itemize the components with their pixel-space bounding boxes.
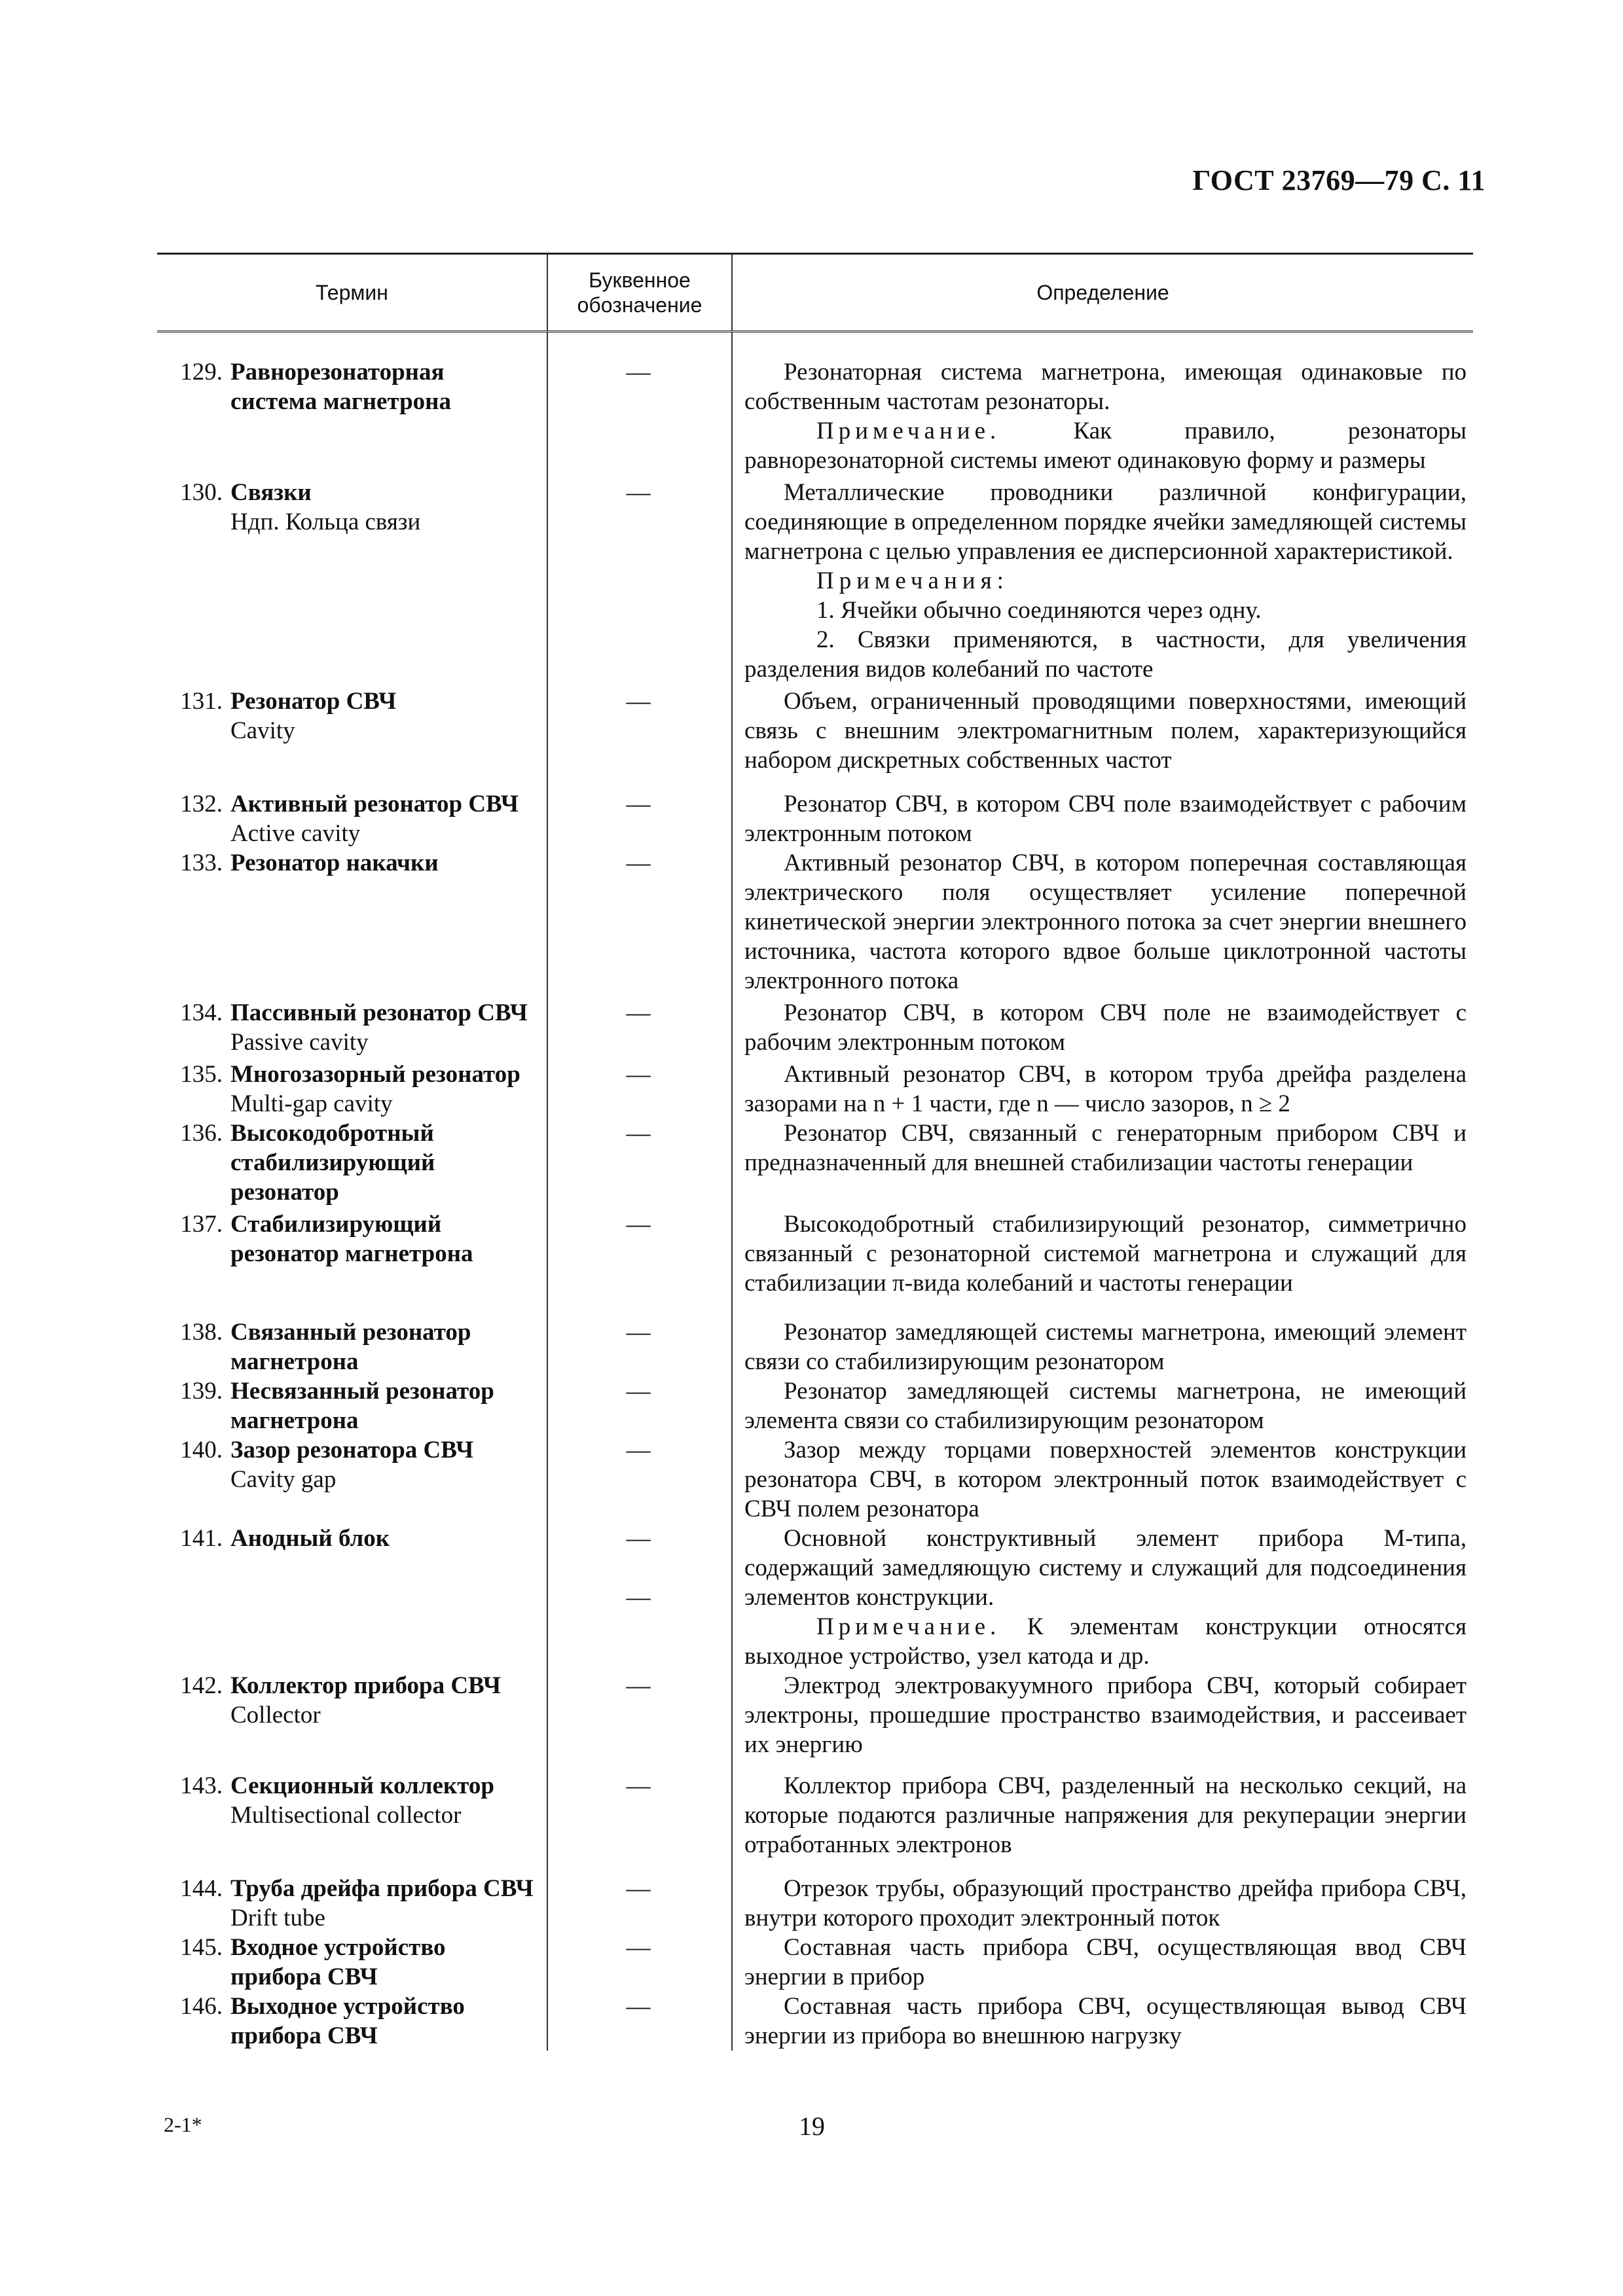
symbol-cell	[547, 1435, 730, 1524]
term-extra: Cavity	[230, 717, 295, 744]
definition-cell	[730, 1933, 1470, 1992]
table-row	[157, 1060, 1473, 1119]
term-number: 134.	[180, 999, 223, 1026]
term-name: Связанный резонатор магнетрона	[230, 1319, 471, 1375]
term-cell	[157, 1435, 547, 1524]
symbol-cell	[547, 1060, 730, 1119]
term-text	[230, 1435, 547, 1524]
definition-cell	[730, 998, 1470, 1057]
term-name: Активный резонатор СВЧ	[230, 791, 519, 817]
page-number: 19	[799, 2111, 825, 2141]
definition-text: Зазор между торцами поверхностей элементов конструкции резонатора СВЧ, в котором электронный поток взаимодействует с СВЧ полем резонатора	[744, 1437, 1467, 1522]
term-cell	[157, 998, 547, 1057]
table-row	[157, 789, 1473, 848]
symbol-dash: —	[626, 1525, 651, 1552]
table-row	[157, 1435, 1473, 1524]
term-text	[230, 1933, 547, 1992]
definition-text: Металлические проводники различной конфигурации, соединяющие в определенном порядке ячейки замедляющей системы магнетрона с целью управления ее дисперсионной характеристикой.	[744, 479, 1467, 565]
definition-text: Активный резонатор СВЧ, в котором труба дрейфа разделена зазорами на n + 1 части, где n — число зазоров, n ≥ 2	[744, 1061, 1467, 1117]
definition-text: Высокодобротный стабилизирующий резонатор, симметрично связанный с резонаторной системой магнетрона и служащий для стабилизации π-вида колебаний и частоты генерации	[744, 1211, 1467, 1297]
definition-note	[744, 1612, 1467, 1671]
symbol-dash: —	[626, 1120, 651, 1147]
notes-label: Примечания:	[816, 567, 1009, 594]
symbol-cell	[547, 687, 730, 775]
term-number: 142.	[180, 1672, 223, 1699]
term-name: Секционный коллектор	[230, 1772, 495, 1799]
definition-cell	[730, 1119, 1470, 1207]
term-extra: Collector	[230, 1702, 321, 1729]
definition-cell	[730, 357, 1470, 475]
definition-cell	[730, 1874, 1470, 1933]
table-header	[157, 253, 1473, 332]
table-row	[157, 1318, 1473, 1376]
definition-text: Объем, ограниченный проводящими поверхностями, имеющий связь с внешним электромагнитным полем, характеризующийся набором дискретных собственных частот	[744, 688, 1467, 774]
term-text	[230, 1210, 547, 1298]
term-cell	[157, 357, 547, 475]
definition-text: Резонатор СВЧ, в котором СВЧ поле взаимодействует с рабочим электронным потоком	[744, 791, 1467, 847]
term-cell	[157, 789, 547, 848]
col-def-header: Определение	[1036, 281, 1169, 304]
definition-cell	[730, 848, 1470, 996]
term-name: Зазор резонатора СВЧ	[230, 1437, 474, 1463]
symbol-cell	[547, 1992, 730, 2051]
symbol-cell	[547, 1524, 730, 1671]
term-number: 133.	[180, 850, 223, 876]
term-number: 135.	[180, 1061, 223, 1088]
table-row	[157, 1671, 1473, 1759]
definition-text: Основной конструктивный элемент прибора М-типа, содержащий замедляющую систему и служащий для подсоединения элементов конструкции.	[744, 1525, 1467, 1611]
term-text	[230, 1376, 547, 1435]
page-header: ГОСТ 23769—79 С. 11	[1192, 164, 1486, 196]
definition-text: Резонатор замедляющей системы магнетрона, имеющий элемент связи со стабилизирующим резонатором	[744, 1319, 1467, 1375]
term-number: 141.	[180, 1525, 223, 1552]
column-divider	[547, 332, 548, 2051]
symbol-dash: —	[626, 1211, 651, 1238]
term-cell	[157, 1318, 547, 1376]
definition-text: Составная часть прибора СВЧ, осуществляющая ввод СВЧ энергии в прибор	[744, 1934, 1467, 1990]
footer-mark: 2-1*	[164, 2113, 202, 2136]
term-text	[230, 1060, 547, 1119]
col-symbol-header-line2: обозначение	[577, 293, 702, 317]
definition-text: Коллектор прибора СВЧ, разделенный на несколько секций, на которые подаются различные напряжения для рекуперации энергии отработанных электронов	[744, 1772, 1467, 1858]
table-row	[157, 848, 1473, 996]
term-text	[230, 789, 547, 848]
term-text	[230, 1771, 547, 1859]
term-text	[230, 1318, 547, 1376]
term-text	[230, 1874, 547, 1933]
term-name: Резонатор накачки	[230, 850, 439, 876]
term-number: 140.	[180, 1437, 223, 1463]
symbol-cell	[547, 1874, 730, 1933]
definition-cell	[730, 1524, 1470, 1671]
term-name: Выходное устройство прибора СВЧ	[230, 1993, 465, 2049]
symbol-dash: —	[626, 359, 651, 386]
term-number: 146.	[180, 1993, 223, 2020]
definition-cell	[730, 1210, 1470, 1298]
term-extra: Multisectional collector	[230, 1802, 462, 1829]
term-cell	[157, 1060, 547, 1119]
table-row	[157, 1992, 1473, 2051]
symbol-cell	[547, 1119, 730, 1207]
definition-cell	[730, 687, 1470, 775]
note-text: К элементам конструкции относятся выходное устройство, узел катода и др.	[744, 1613, 1467, 1670]
table-row	[157, 1210, 1473, 1298]
term-text	[230, 687, 547, 775]
symbol-dash: —	[626, 850, 651, 876]
symbol-cell	[547, 357, 730, 475]
term-cell	[157, 1376, 547, 1435]
note-item: 2. Связки применяются, в частности, для увеличения разделения видов колебаний по частоте	[744, 626, 1467, 683]
col-symbol-header-line1: Буквенное	[589, 268, 691, 292]
term-name: Пассивный резонатор СВЧ	[230, 999, 528, 1026]
definition-text: Составная часть прибора СВЧ, осуществляющая вывод СВЧ энергии из прибора во внешнюю нагрузку	[744, 1993, 1467, 2049]
symbol-dash: —	[626, 688, 651, 715]
definition-text: Отрезок трубы, образующий пространство дрейфа прибора СВЧ, внутри которого проходит электронный поток	[744, 1875, 1467, 1931]
symbol-cell	[547, 1318, 730, 1376]
symbol-dash: —	[626, 479, 651, 506]
term-extra: Passive cavity	[230, 1029, 369, 1056]
definition-note	[744, 416, 1467, 475]
definition-text: Электрод электровакуумного прибора СВЧ, который собирает электроны, прошедшие пространство взаимодействия, и рассеивает их энергию	[744, 1672, 1467, 1758]
term-cell	[157, 478, 547, 684]
term-extra: Multi-gap cavity	[230, 1090, 393, 1117]
col-symbol-header	[547, 255, 733, 331]
term-name: Несвязанный резонатор магнетрона	[230, 1378, 494, 1434]
definition-cell	[730, 1992, 1470, 2051]
symbol-dash: —	[626, 1672, 651, 1699]
definition-cell	[730, 1376, 1470, 1435]
term-cell	[157, 1992, 547, 2051]
term-text	[230, 478, 547, 684]
definition-cell	[730, 1060, 1470, 1119]
symbol-dash: —	[626, 791, 651, 817]
term-extra: Drift tube	[230, 1905, 325, 1931]
symbol-cell	[547, 1671, 730, 1759]
symbol-cell	[547, 998, 730, 1057]
term-number: 143.	[180, 1772, 223, 1799]
term-number: 131.	[180, 688, 223, 715]
term-number: 139.	[180, 1378, 223, 1405]
table-row	[157, 1874, 1473, 1933]
term-cell	[157, 1771, 547, 1859]
definition-cell	[730, 1671, 1470, 1759]
term-extra: Ндп. Кольца связи	[230, 509, 421, 535]
symbol-cell	[547, 1771, 730, 1859]
table-row	[157, 1771, 1473, 1859]
symbol-cell	[547, 1933, 730, 1992]
definition-cell	[730, 1771, 1470, 1859]
term-cell	[157, 1671, 547, 1759]
table-body	[157, 332, 1473, 2051]
table-row	[157, 1933, 1473, 1992]
term-extra: Active cavity	[230, 820, 361, 847]
term-number: 145.	[180, 1934, 223, 1961]
term-number: 138.	[180, 1319, 223, 1346]
table-row	[157, 357, 1473, 475]
term-text	[230, 848, 547, 996]
note-label: Примечание.	[816, 1613, 1001, 1640]
col-term-header: Термин	[316, 281, 388, 304]
definition-cell	[730, 1318, 1470, 1376]
definition-text: Резонатор СВЧ, в котором СВЧ поле не взаимодействует с рабочим электронным потоком	[744, 999, 1467, 1056]
table-row	[157, 1376, 1473, 1435]
definition-cell	[730, 478, 1470, 684]
definition-text: Резонатор СВЧ, связанный с генераторным прибором СВЧ и предназначенный для внешней стабилизации частоты генерации	[744, 1120, 1467, 1176]
term-text	[230, 1524, 547, 1671]
symbol-dash: —	[626, 1319, 651, 1346]
term-cell	[157, 1119, 547, 1207]
terms-table	[157, 253, 1473, 2051]
term-name: Труба дрейфа прибора СВЧ	[230, 1875, 534, 1902]
term-name: Стабилизирующий резонатор магнетрона	[230, 1211, 473, 1267]
definition-text: Резонатор замедляющей системы магнетрона, не имеющий элемента связи со стабилизирующим резонатором	[744, 1378, 1467, 1434]
term-cell	[157, 1210, 547, 1298]
term-name: Коллектор прибора СВЧ	[230, 1672, 501, 1699]
symbol-cell	[547, 848, 730, 996]
symbol-dash: —	[626, 1934, 651, 1961]
table-row	[157, 1524, 1473, 1671]
definition-text: Резонаторная система магнетрона, имеющая одинаковые по собственным частотам резонаторы.	[744, 359, 1467, 415]
term-number: 129.	[180, 359, 223, 386]
definition-text: Активный резонатор СВЧ, в котором поперечная составляющая электрического поля осуществляет усиление поперечной кинетической энергии электронного потока за счет энергии внешнего источника, частота которого вдвое больше циклотронной частоты электронного потока	[744, 850, 1467, 994]
symbol-dash: —	[626, 1437, 651, 1463]
term-number: 137.	[180, 1211, 223, 1238]
definition-cell	[730, 1435, 1470, 1524]
term-cell	[157, 687, 547, 775]
term-name: Высокодобротный стабилизирующий резонатор	[230, 1120, 435, 1206]
term-text	[230, 1671, 547, 1759]
term-name: Анодный блок	[230, 1525, 390, 1552]
term-text	[230, 1992, 547, 2051]
term-number: 132.	[180, 791, 223, 817]
definition-cell	[730, 789, 1470, 848]
symbol-dash: —	[626, 1061, 651, 1088]
symbol-cell	[547, 478, 730, 684]
symbol-cell	[547, 1376, 730, 1435]
term-cell	[157, 848, 547, 996]
symbol-dash: —	[626, 1875, 651, 1902]
term-number: 136.	[180, 1120, 223, 1147]
column-divider	[731, 332, 733, 2051]
table-row	[157, 1119, 1473, 1207]
term-cell	[157, 1874, 547, 1933]
symbol-dash: —	[626, 1993, 651, 2020]
term-text	[230, 357, 547, 475]
symbol-dash: —	[626, 1584, 651, 1611]
term-text	[230, 998, 547, 1057]
term-cell	[157, 1524, 547, 1671]
table-row	[157, 687, 1473, 775]
term-name: Резонатор СВЧ	[230, 688, 397, 715]
note-text: Как правило, резонаторы равнорезонаторной системы имеют одинаковую форму и размеры	[744, 418, 1467, 474]
symbol-dash: —	[626, 999, 651, 1026]
term-extra: Cavity gap	[230, 1466, 337, 1493]
symbol-dash: —	[626, 1772, 651, 1799]
table-row	[157, 998, 1473, 1057]
term-cell	[157, 1933, 547, 1992]
term-number: 144.	[180, 1875, 223, 1902]
term-name: Равнорезонаторная система магнетрона	[230, 359, 451, 415]
note-item: 1. Ячейки обычно соединяются через одну.	[816, 597, 1262, 624]
symbol-cell	[547, 789, 730, 848]
table-row	[157, 478, 1473, 684]
symbol-cell	[547, 1210, 730, 1298]
term-name: Многозазорный резонатор	[230, 1061, 520, 1088]
term-number: 130.	[180, 479, 223, 506]
note-label: Примечание.	[816, 418, 1001, 444]
term-name: Входное устройство прибора СВЧ	[230, 1934, 446, 1990]
symbol-dash: —	[626, 1378, 651, 1405]
term-text	[230, 1119, 547, 1207]
term-name: Связки	[230, 479, 312, 506]
